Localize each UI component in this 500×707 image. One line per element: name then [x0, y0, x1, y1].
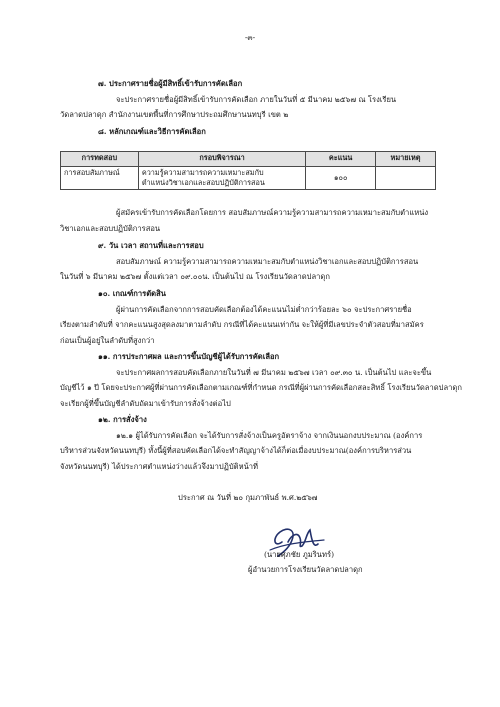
- cell-test: การสอบสัมภาษณ์: [61, 167, 139, 190]
- signer-position: ผู้อำนวยการโรงเรียนวัดลาดปลาดุก: [248, 565, 363, 574]
- cell-score: ๑๐๐: [306, 167, 376, 190]
- cell-framework: [138, 167, 305, 190]
- section-11-heading: ๑๑. การประกาศผล และการขึ้นบัญชีผู้ได้รับการคัดเลือก: [98, 352, 280, 361]
- table-row: [61, 167, 436, 190]
- section-8-para-line-1: ผู้สมัครเข้ารับการคัดเลือกโดยการ สอบสัมภาษณ์ความรู้ความสามารถความเหมาะสมกับตำแหน่ง: [116, 208, 429, 217]
- column-header-note: หมายเหตุ: [376, 152, 436, 167]
- section-9-heading: ๙. วัน เวลา สถานที่และการสอบ: [98, 241, 204, 250]
- section-10-heading: ๑๐. เกณฑ์การตัดสิน: [98, 289, 166, 298]
- section-11-line-2: บัญชีไว้ ๑ ปี โดยจะประกาศผู้ที่ผ่านการคัดเลือกตามเกณฑ์ที่กำหนด กรณีที่ผู้ผ่านการคัดเลือกสละสิทธิ์ โรงเรียนวัดลาดปลาดุก: [60, 383, 462, 392]
- section-12-heading: ๑๒. การสั่งจ้าง: [98, 415, 147, 424]
- column-header-score: คะแนน: [306, 152, 376, 167]
- section-11-line-3: จะเรียกผู้ที่ขึ้นบัญชีลำดับถัดมาเข้ารับการสั่งจ้างต่อไป: [60, 399, 231, 408]
- criteria-table: [60, 151, 436, 190]
- cell-framework-line-1: ความรู้ความสามารถความเหมาะสมกับ: [141, 168, 264, 177]
- cell-framework-line-2: ตำแหน่งวิชาเอกและสอบปฏิบัติการสอน: [141, 178, 265, 187]
- signer-name: (นายศุภชัย ภูมรินทร์): [264, 550, 335, 559]
- section-7-line-1: จะประกาศรายชื่อผู้มีสิทธิ์เข้ารับการคัดเลือก ภายในวันที่ ๕ มีนาคม ๒๕๖๗ ณ โรงเรียน: [116, 95, 397, 104]
- section-10-line-1: ผู้ผ่านการคัดเลือกจากการสอบคัดเลือกต้องได้คะแนนไม่ต่ำกว่าร้อยละ ๖๐ จะประกาศรายชื่อ: [116, 305, 412, 314]
- section-12-line-2: บริหารส่วนจังหวัดนนทบุรี) ทั้งนี้ผู้ที่สอบคัดเลือกได้จะทำสัญญาจ้างได้ก็ต่อเมื่องบประมาณ(องค์การบริหารส่วน: [60, 446, 412, 455]
- section-8-para-line-2: วิชาเอกและสอบปฏิบัติการสอน: [60, 224, 161, 233]
- criteria-table-header-row: [61, 152, 436, 167]
- section-8-heading: ๘. หลักเกณฑ์และวิธีการคัดเลือก: [98, 127, 206, 136]
- section-10-line-2: เรียงตามลำดับที่ จากคะแนนสูงสุดลงมาตามลำดับ กรณีที่ได้คะแนนเท่ากัน จะให้ผู้ที่มีเลขประจำตัวสอบที่มาสมัคร: [60, 320, 424, 329]
- cell-note: [376, 167, 436, 190]
- section-11-line-1: จะประกาศผลการสอบคัดเลือกภายในวันที่ ๗ มีนาคม ๒๕๖๗ เวลา ๐๙.๓๐ น. เป็นต้นไป และจะขึ้น: [116, 368, 432, 377]
- column-header-test: การทดสอบ: [61, 152, 139, 167]
- section-9-line-2: ในวันที่ ๖ มีนาคม ๒๕๖๗ ตั้งแต่เวลา ๐๙.๐๐น. เป็นต้นไป ณ โรงเรียนวัดลาดปลาดุก: [60, 272, 330, 281]
- section-12-line-3: จังหวัดนนทบุรี) ได้ประกาศตำแหน่งว่างแล้วจึงมาปฏิบัติหน้าที่: [60, 462, 259, 471]
- page-number: -๓-: [244, 33, 256, 42]
- section-9-line-1: สอบสัมภาษณ์ ความรู้ความสามารถความเหมาะสมกับตำแหน่งวิชาเอกและสอบปฏิบัติการสอน: [116, 257, 419, 266]
- section-7-line-2: วัดลาดปลาดุก สำนักงานเขตพื้นที่การศึกษาประถมศึกษานนทบุรี เขต ๒: [60, 110, 289, 119]
- announcement-date: ประกาศ ณ วันที่ ๒๐ กุมภาพันธ์ พ.ศ.๒๕๖๗: [178, 493, 318, 502]
- column-header-framework: กรอบพิจารณา: [138, 152, 305, 167]
- section-7-heading: ๗. ประกาศรายชื่อผู้มีสิทธิ์เข้ารับการคัดเลือก: [98, 79, 243, 88]
- section-12-line-1: ๑๒.๑ ผู้ได้รับการคัดเลือก จะได้รับการสั่งจ้างเป็นครูอัตราจ้าง จากเงินนอกงบประมาณ (องค์การ: [116, 431, 423, 440]
- section-10-line-3: ก่อนเป็นผู้อยู่ในลำดับที่สูงกว่า: [60, 336, 155, 345]
